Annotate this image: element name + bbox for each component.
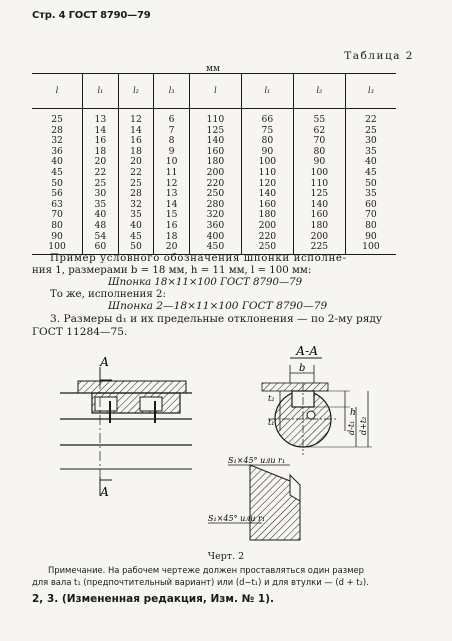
table-cell: 25 — [51, 114, 63, 125]
table-unit: мм — [206, 64, 221, 74]
table-cell: 45 — [345, 168, 396, 179]
table-cell: 40 — [118, 221, 154, 232]
note-line-2: для вала t₁ (предпочтительный вариант) или (d−t₁) и для втулки — (d + t₂). — [32, 576, 369, 587]
section-mark-top: А — [100, 355, 110, 369]
table-cell: 18 — [118, 147, 154, 158]
dim-d-t1: d-t₁ — [347, 420, 356, 435]
table-cell: 160 — [189, 147, 241, 158]
table-cell: 16 — [83, 136, 119, 147]
table-cell: 125 — [189, 126, 241, 137]
table-row — [32, 221, 396, 232]
table-cell: 90 — [293, 157, 345, 168]
table-cell: 220 — [241, 232, 293, 243]
table-cell: 180 — [241, 210, 293, 221]
table-cell: 22 — [83, 168, 119, 179]
table-cell: 14 — [83, 126, 119, 137]
table-cell: 40 — [345, 157, 396, 168]
table-cell: 55 — [293, 109, 345, 126]
chamfer-label-1: S₁×45° или r₁ — [228, 456, 286, 465]
table-cell: 70 — [293, 136, 345, 147]
table-cell: 50 — [118, 242, 154, 254]
table-cell: 250 — [241, 242, 293, 254]
table-cell: 18 — [83, 147, 119, 158]
table-cell: 20 — [118, 157, 154, 168]
table-cell: 12 — [118, 109, 154, 126]
section-mark-bottom: А — [100, 485, 110, 499]
table-cell: 160 — [241, 200, 293, 211]
table-cell: 40 — [83, 210, 119, 221]
table-cell: 60 — [83, 242, 119, 254]
table-cell: 50 — [51, 177, 63, 189]
table-cell: 360 — [189, 221, 241, 232]
table-cell: 40 — [51, 156, 63, 168]
table-cell: 120 — [241, 179, 293, 190]
table-row — [32, 109, 396, 126]
table-cell: 35 — [118, 210, 154, 221]
table-cell: 11 — [154, 168, 190, 179]
table-cell: 75 — [241, 126, 293, 137]
table-cell: 90 — [345, 232, 396, 243]
example-code-2: Шпонка 2—18×11×100 ГОСТ 8790—79 — [108, 300, 328, 312]
table-cell: 100 — [293, 168, 345, 179]
example-line-1: Пример условного обозначения шпонки исполне- — [50, 253, 347, 264]
table-cell: 180 — [189, 157, 241, 168]
item3-line-1: 3. Размеры d₁ и их предельные отклонения — по 2-му ряду — [50, 313, 383, 325]
table-cell: 70 — [51, 209, 63, 221]
table-cell: 140 — [293, 200, 345, 211]
table-cell: 8 — [154, 136, 190, 147]
table-cell: 250 — [189, 189, 241, 200]
example-code-1: Шпонка 18×11×100 ГОСТ 8790—79 — [108, 277, 303, 288]
table-cell: 15 — [154, 210, 190, 221]
column-header: l₂ — [118, 74, 154, 109]
column-header: l₁ — [83, 74, 119, 109]
dimensions-table — [32, 73, 396, 255]
table-cell: 9 — [154, 147, 190, 158]
column-header: l₃ — [154, 74, 190, 109]
table-cell: 30 — [83, 189, 119, 200]
item3-line-2: ГОСТ 11284—75. — [32, 326, 128, 338]
table-cell: 36 — [51, 145, 63, 157]
table-cell: 63 — [51, 198, 63, 210]
table-cell: 320 — [189, 210, 241, 221]
table-cell: 200 — [293, 232, 345, 243]
column-header: l — [32, 74, 83, 109]
table-cell: 45 — [51, 166, 63, 178]
table-cell: 25 — [83, 179, 119, 190]
table-cell: 60 — [345, 200, 396, 211]
table-cell: 32 — [51, 135, 63, 147]
note-line-1: Примечание. На рабочем чертеже должен проставляться один размер — [48, 565, 364, 575]
table-cell: 280 — [189, 200, 241, 211]
table-row — [32, 168, 396, 179]
table-cell: 25 — [118, 179, 154, 190]
column-header: l₃ — [345, 74, 396, 109]
dim-b: b — [299, 363, 306, 374]
table-cell: 90 — [51, 230, 63, 242]
table-cell: 16 — [154, 221, 190, 232]
table-title: Таблица 2 — [344, 50, 414, 62]
table-cell: 400 — [189, 232, 241, 243]
table-cell: 54 — [83, 232, 119, 243]
table-cell: 62 — [293, 126, 345, 137]
page-header: Стр. 4 ГОСТ 8790—79 — [32, 10, 151, 21]
dim-t2: t₂ — [268, 394, 275, 403]
table-cell: 110 — [293, 179, 345, 190]
table-cell: 100 — [345, 242, 396, 254]
table-cell: 35 — [83, 200, 119, 211]
table-cell: 100 — [32, 242, 83, 254]
table-cell: 160 — [293, 210, 345, 221]
table-cell: 90 — [241, 147, 293, 158]
dim-t1: t₁ — [268, 418, 275, 427]
table-cell: 110 — [241, 168, 293, 179]
figure-caption: Черт. 2 — [207, 551, 245, 562]
dim-d-t2: d+t₂ — [359, 416, 368, 435]
chamfer-detail — [208, 456, 300, 540]
table-cell: 225 — [293, 242, 345, 254]
table-cell: 20 — [154, 242, 190, 254]
table-cell: 14 — [154, 200, 190, 211]
chamfer-label-2: S₁×45° или r₁ — [208, 514, 266, 523]
table-cell: 35 — [345, 189, 396, 200]
table-cell: 12 — [154, 179, 190, 190]
note — [32, 565, 412, 588]
table-cell: 7 — [154, 126, 190, 137]
table-cell: 22 — [345, 109, 396, 126]
table-cell: 66 — [241, 109, 293, 126]
table-cell: 13 — [83, 109, 119, 126]
table-cell: 25 — [345, 126, 396, 137]
table-cell: 50 — [345, 179, 396, 190]
example-line-3: То же, исполнения 2: — [50, 289, 166, 300]
table-cell: 70 — [345, 210, 396, 221]
column-header: l₂ — [293, 74, 345, 109]
table-cell: 80 — [345, 221, 396, 232]
table-cell: 45 — [118, 232, 154, 243]
table-cell: 80 — [293, 147, 345, 158]
key-drawing — [0, 335, 452, 550]
footer-amendment: 2, 3. (Измененная редакция, Изм. № 1). — [32, 593, 275, 605]
table-cell: 13 — [154, 189, 190, 200]
table-cell: 35 — [345, 147, 396, 158]
table-cell: 16 — [118, 136, 154, 147]
longitudinal-view — [60, 355, 192, 499]
table-cell: 140 — [189, 136, 241, 147]
table-cell: 22 — [118, 168, 154, 179]
table-cell: 30 — [345, 136, 396, 147]
table-cell: 450 — [189, 242, 241, 254]
table-cell: 140 — [241, 189, 293, 200]
column-header: l — [189, 74, 241, 109]
cross-section — [262, 344, 372, 455]
table-cell: 56 — [51, 188, 63, 200]
table-cell: 100 — [241, 157, 293, 168]
table-cell: 48 — [83, 221, 119, 232]
table-cell: 220 — [189, 179, 241, 190]
table-cell: 10 — [154, 157, 190, 168]
table-cell: 28 — [118, 189, 154, 200]
table-cell: 6 — [154, 109, 190, 126]
column-header: l₁ — [241, 74, 293, 109]
table-cell: 32 — [118, 200, 154, 211]
table-cell: 200 — [241, 221, 293, 232]
dim-h: h — [350, 408, 356, 418]
table-cell: 200 — [189, 168, 241, 179]
example-line-2: ния 1, размерами b = 18 мм, h = 11 мм, l = 100 мм: — [32, 265, 312, 276]
table-cell: 80 — [241, 136, 293, 147]
table-cell: 14 — [118, 126, 154, 137]
table-cell: 28 — [51, 124, 63, 136]
table-cell: 80 — [51, 219, 63, 231]
table-cell: 110 — [189, 109, 241, 126]
table-cell: 20 — [83, 157, 119, 168]
table-cell: 18 — [154, 232, 190, 243]
section-title: А-А — [296, 344, 319, 358]
table-cell: 180 — [293, 221, 345, 232]
table-cell: 125 — [293, 189, 345, 200]
